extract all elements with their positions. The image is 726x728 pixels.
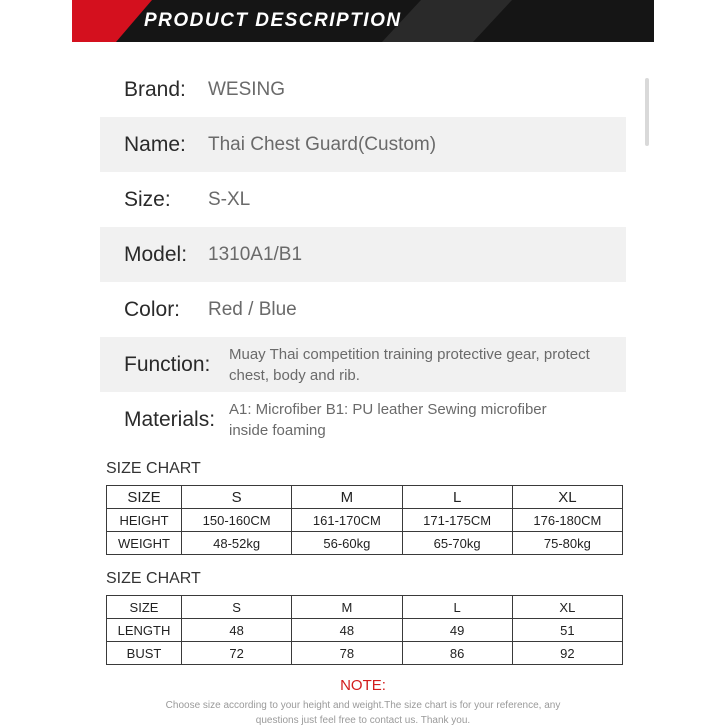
spec-row-function <box>100 337 626 392</box>
spec-value: Red / Blue <box>208 299 297 320</box>
table-cell: SIZE <box>107 486 182 509</box>
table-cell: L <box>402 596 512 619</box>
table-cell: BUST <box>107 642 182 665</box>
banner-red-stripe <box>72 0 152 42</box>
table-cell: 56-60kg <box>292 532 402 555</box>
spec-row-size <box>100 172 626 227</box>
spec-value: Muay Thai competition training protective gear, protect chest, body and rib. <box>229 346 590 384</box>
spec-label: Materials: <box>124 408 216 431</box>
table-row <box>107 486 623 509</box>
spec-row-model <box>100 227 626 282</box>
spec-row-brand <box>100 62 626 117</box>
size-chart-2 <box>106 595 623 665</box>
table-cell: 171-175CM <box>402 509 512 532</box>
spec-label: Color: <box>124 298 181 321</box>
table-row <box>107 509 623 532</box>
size-chart-2-title: SIZE CHART <box>106 570 201 587</box>
spec-label: Function: <box>124 353 211 376</box>
spec-row-color <box>100 282 626 337</box>
table-cell: 48 <box>292 619 402 642</box>
table-row <box>107 596 623 619</box>
table-cell: 176-180CM <box>512 509 622 532</box>
spec-value: A1: Microfiber B1: PU leather Sewing microfiber inside foaming <box>229 401 547 439</box>
table-row <box>107 619 623 642</box>
spec-value: 1310A1/B1 <box>208 244 303 265</box>
banner-title: PRODUCT DESCRIPTION <box>144 10 402 31</box>
spec-label: Brand: <box>124 78 186 101</box>
spec-label: Name: <box>124 133 186 156</box>
table-cell: 75-80kg <box>512 532 622 555</box>
table-cell: 72 <box>182 642 292 665</box>
size-chart-1-title: SIZE CHART <box>106 460 201 477</box>
spec-value: WESING <box>208 79 286 100</box>
table-cell: HEIGHT <box>107 509 182 532</box>
table-cell: 65-70kg <box>402 532 512 555</box>
table-cell: S <box>182 596 292 619</box>
table-cell: S <box>182 486 292 509</box>
table-cell: L <box>402 486 512 509</box>
table-cell: 49 <box>402 619 512 642</box>
table-cell: XL <box>512 486 622 509</box>
table-cell: SIZE <box>107 596 182 619</box>
table-cell: 86 <box>402 642 512 665</box>
spec-label: Model: <box>124 243 188 266</box>
table-cell: M <box>292 486 402 509</box>
table-cell: 48 <box>182 619 292 642</box>
table-cell: M <box>292 596 402 619</box>
table-cell: 92 <box>512 642 622 665</box>
spec-value: Thai Chest Guard(Custom) <box>208 134 437 155</box>
table-cell: 48-52kg <box>182 532 292 555</box>
description-banner <box>72 0 654 42</box>
spec-label: Size: <box>124 188 171 211</box>
spec-row-materials <box>100 392 626 447</box>
table-cell: 51 <box>512 619 622 642</box>
table-row <box>107 532 623 555</box>
size-chart-1 <box>106 485 623 555</box>
spec-value: S-XL <box>208 189 251 210</box>
table-cell: WEIGHT <box>107 532 182 555</box>
table-cell: LENGTH <box>107 619 182 642</box>
table-row <box>107 642 623 665</box>
spec-row-name <box>100 117 626 172</box>
table-cell: 161-170CM <box>292 509 402 532</box>
note-title: NOTE: <box>340 677 386 694</box>
scrollbar[interactable] <box>645 78 649 146</box>
table-cell: 78 <box>292 642 402 665</box>
note-text: Choose size according to your height and weight.The size chart is for your reference, any questions just feel free to contact us. Thank you. <box>165 700 561 726</box>
table-cell: 150-160CM <box>182 509 292 532</box>
table-cell: XL <box>512 596 622 619</box>
